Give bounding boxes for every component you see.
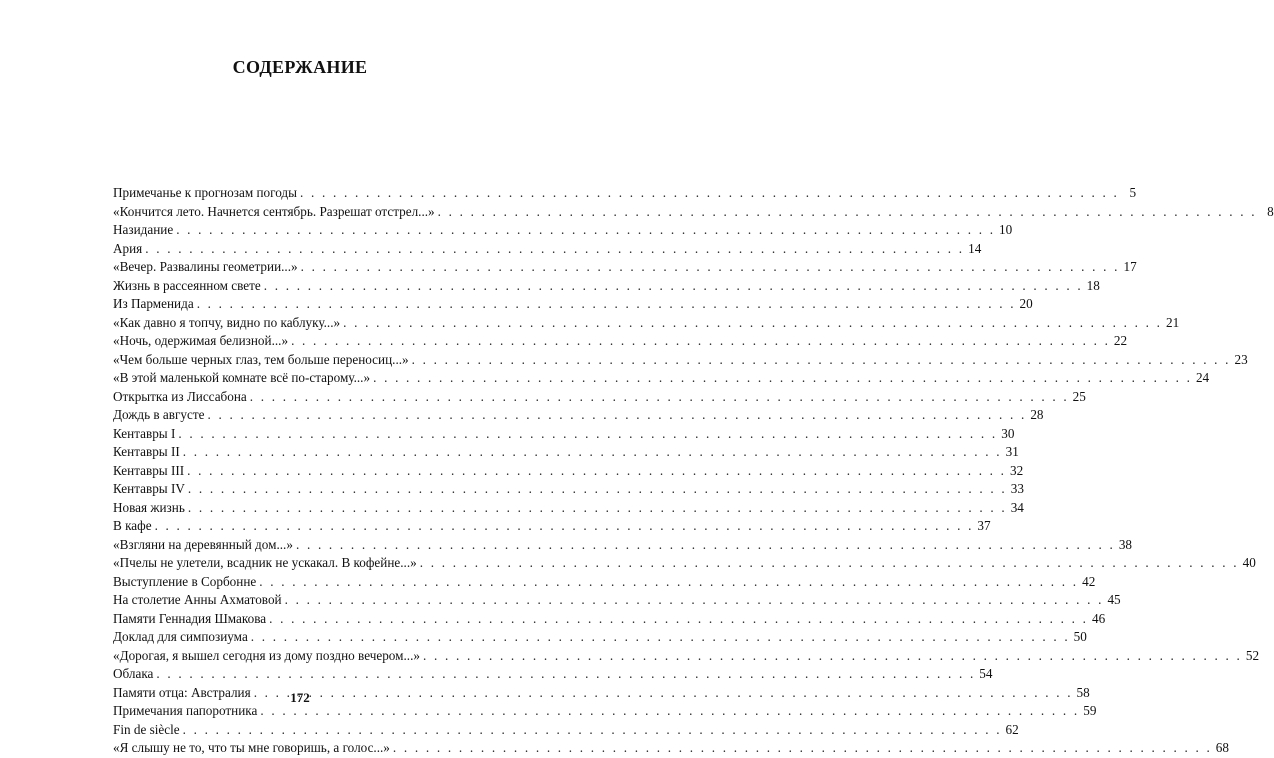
leader-dots [155, 517, 974, 536]
toc-entry [113, 610, 1106, 629]
toc-entry-page: 37 [977, 518, 991, 533]
toc-entry-title: «Ночь, одержимая белизной...» [113, 333, 289, 348]
toc-entry-title: Памяти отца: Австралия [113, 684, 251, 700]
leader-dots [188, 499, 1007, 518]
toc-entry [113, 739, 1229, 758]
leader-dots [251, 628, 1070, 647]
leader-dots [291, 332, 1110, 351]
toc-entry-title: «Чем больше черных глаз, тем больше переносиц...» [113, 351, 409, 367]
leader-dots [393, 739, 1212, 758]
leader-dots [296, 536, 1115, 555]
toc-entry-title: Кентавры IV [113, 481, 185, 496]
toc-entry-title: Новая жизнь [113, 499, 185, 515]
toc-entry [113, 517, 991, 536]
toc-entry [113, 536, 1132, 555]
toc-entry-title: Доклад для симпозиума [113, 629, 248, 644]
toc-entry-page: 30 [1001, 425, 1015, 441]
toc-entry [113, 203, 1274, 222]
toc-entry-title: Памяти Геннадия Шмакова [113, 610, 267, 626]
toc-entry [113, 277, 1100, 296]
leader-dots [145, 240, 964, 259]
table-of-contents [113, 184, 1274, 758]
leader-dots [264, 277, 1083, 296]
leader-dots [412, 351, 1231, 370]
toc-entry-page: 58 [1076, 684, 1090, 700]
toc-entry [113, 425, 1015, 444]
toc-entry-title: Кентавры III [113, 462, 185, 478]
toc-entry [113, 406, 1044, 425]
leader-dots [259, 573, 1078, 592]
leader-dots [188, 480, 1007, 499]
toc-entry-page: 59 [1083, 703, 1097, 718]
leader-dots [178, 425, 997, 444]
toc-entry-page: 8 [1267, 203, 1274, 219]
toc-entry-page: 24 [1195, 370, 1210, 385]
leader-dots [183, 443, 1002, 462]
toc-entry [113, 258, 1137, 277]
toc-entry [113, 351, 1248, 370]
leader-dots [269, 610, 1088, 629]
toc-entry [113, 332, 1128, 351]
toc-entry-title: Кентавры I [113, 425, 176, 441]
toc-entry-page: 14 [968, 240, 982, 256]
toc-entry-page: 18 [1086, 277, 1100, 293]
toc-entry [113, 314, 1180, 333]
toc-entry-page: 28 [1030, 407, 1044, 422]
toc-entry-page: 10 [999, 222, 1013, 237]
leader-dots [207, 406, 1026, 425]
toc-entry-page: 50 [1073, 629, 1087, 644]
toc-entry-page: 23 [1234, 351, 1248, 367]
leader-dots [423, 647, 1242, 666]
toc-entry-title: «Дорогая, я вышел сегодня из дому поздно вечером...» [113, 647, 420, 663]
toc-entry [113, 388, 1086, 407]
toc-entry-title: «Как давно я топчу, видно по каблуку...» [113, 314, 341, 330]
toc-entry [113, 647, 1260, 666]
leader-dots [420, 554, 1239, 573]
toc-entry-page: 34 [1010, 499, 1024, 515]
toc-entry-page: 20 [1019, 296, 1033, 311]
leader-dots [373, 369, 1192, 388]
leader-dots [183, 721, 1002, 740]
toc-entry-title: «Я слышу не то, что ты мне говоришь, а голос...» [113, 740, 390, 755]
toc-entry-page: 46 [1091, 610, 1106, 626]
leader-dots [250, 388, 1069, 407]
toc-entry [113, 443, 1019, 462]
leader-dots [156, 665, 975, 684]
toc-entry-page: 42 [1082, 573, 1096, 589]
toc-entry [113, 499, 1024, 518]
toc-entry [113, 295, 1033, 314]
toc-entry-title: «Взгляни на деревянный дом...» [113, 536, 293, 552]
toc-entry-page: 52 [1245, 647, 1260, 663]
leader-dots [301, 258, 1120, 277]
toc-entry-page: 40 [1242, 555, 1256, 570]
toc-entry-title: Кентавры II [113, 444, 180, 459]
leader-dots [176, 221, 995, 240]
toc-entry-page: 21 [1165, 314, 1180, 330]
toc-entry-page: 62 [1005, 721, 1019, 737]
leader-dots [343, 314, 1162, 333]
toc-entry [113, 721, 1019, 740]
toc-entry-title: Облака [113, 666, 154, 681]
toc-entry-title: Выступление в Сорбонне [113, 573, 257, 589]
toc-entry-page: 68 [1215, 740, 1229, 755]
leader-dots [438, 203, 1257, 222]
toc-entry [113, 240, 982, 259]
toc-entry-title: Дождь в августе [113, 407, 205, 422]
toc-entry-title: В кафе [113, 518, 152, 533]
toc-entry-page: 33 [1010, 481, 1024, 496]
toc-entry-page: 38 [1118, 536, 1132, 552]
toc-entry-title: «Кончится лето. Начнется сентябрь. Разрешат отстрел...» [113, 203, 435, 219]
toc-entry [113, 184, 1137, 203]
toc-entry-title: Жизнь в рассеянном свете [113, 277, 261, 293]
toc-entry-page: 32 [1010, 462, 1024, 478]
toc-entry [113, 369, 1210, 388]
toc-entry-page: 25 [1072, 388, 1086, 404]
leader-dots [197, 295, 1016, 314]
toc-entry [113, 591, 1121, 610]
toc-entry-page: 5 [1129, 185, 1137, 200]
toc-entry-title: Из Парменида [113, 296, 194, 311]
toc-entry [113, 628, 1087, 647]
toc-entry-title: «Пчелы не улетели, всадник не ускакал. В кофейне...» [113, 555, 417, 570]
toc-entry-page: 31 [1005, 444, 1019, 459]
toc-entry [113, 462, 1024, 481]
toc-entry-title: Примечания папоротника [113, 703, 258, 718]
toc-entry-page: 17 [1123, 259, 1137, 274]
toc-entry-title: Примечанье к прогнозам погоды [113, 185, 297, 200]
page-number: 172 [290, 690, 310, 705]
toc-entry-title: Открытка из Лиссабона [113, 388, 247, 404]
toc-entry-title: На столетие Анны Ахматовой [113, 592, 282, 607]
toc-entry [113, 665, 993, 684]
toc-entry [113, 480, 1024, 499]
toc-entry-title: «Вечер. Развалины геометрии...» [113, 259, 298, 274]
toc-entry-title: Fin de siècle [113, 721, 180, 737]
toc-entry-page: 54 [979, 666, 993, 681]
leader-dots [187, 462, 1006, 481]
page-title: СОДЕРЖАНИЕ [232, 57, 368, 77]
leader-dots [285, 591, 1104, 610]
toc-entry-page: 22 [1113, 333, 1128, 348]
toc-entry [113, 554, 1256, 573]
toc-entry [113, 573, 1096, 592]
toc-entry-title: «В этой маленькой комнате всё по-старому...» [113, 370, 371, 385]
toc-entry-title: Ария [113, 240, 143, 256]
leader-dots [300, 184, 1119, 203]
toc-entry-page: 45 [1107, 592, 1121, 607]
toc-entry-title: Назидание [113, 222, 174, 237]
toc-entry [113, 221, 1013, 240]
